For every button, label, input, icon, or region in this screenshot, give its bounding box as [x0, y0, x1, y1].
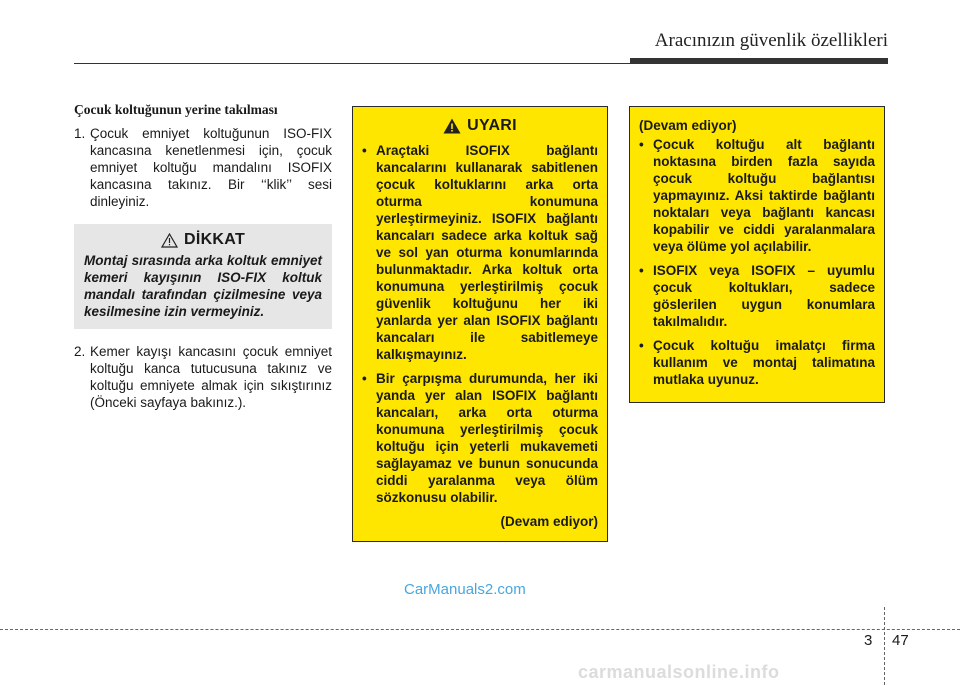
site-watermark-link[interactable]: CarManuals2.com	[404, 581, 526, 598]
section-heading: Çocuk koltuğunun yerine takılması	[74, 102, 278, 117]
caution-box	[74, 224, 332, 329]
page-number: 47	[892, 632, 909, 649]
step-2-number: 2.	[74, 344, 86, 359]
step-1	[74, 125, 332, 210]
continued-bullet-2: • ISOFIX veya ISOFIX – uyumlu çocuk koltukları, sadece göslerilen uygun konumlara takılmalıdır.	[639, 262, 875, 330]
caution-header	[84, 231, 322, 249]
warning-bullet-1: • Araçtaki ISOFIX bağlantı kancalarını kullanarak sabitlenen çocuk koltuklarını arka orta oturma konumuna yerleştirmeyiniz. ISOFIX bağlantı kancaları sadece arka koltuk sağ ve sol yan oturma konumlarında bulunmaktadır. Arka koltuk orta konumuna yerleştirilmiş çocuk güvenlik koltuğunu her iki yanlarda yer alan ISOFIX bağlantı kancaları ile sabitlemeye kalkışmayınız.	[362, 142, 598, 363]
footer-vertical-divider	[884, 607, 885, 685]
warning-triangle-icon	[443, 118, 461, 134]
warning-continued-box	[629, 106, 885, 403]
warning-bullet-2: • Bir çarpışma durumunda, her iki yanda yer alan ISOFIX bağlantı kancaları, arka orta oturma konumuna yerleştirilmiş çocuk koltuğu için yeterli mukavemeti sağlayamaz ve bunun sonucunda ciddi yaralanma veya ölüm sözkonusu olabilir.	[362, 370, 598, 506]
step-1-number: 1.	[74, 126, 86, 141]
step-2	[74, 343, 332, 411]
warning-continued-label: (Devam ediyor)	[500, 514, 598, 529]
step-1-text: Çocuk emniyet koltuğunun ISO-FIX kancasına kenetlenmesi için, çocuk emniyet koltuğu mandalını ISOFIX kancasına takınız. Bir ‘‘klik’’ sesi dinleyiniz.	[90, 126, 332, 209]
warning-header	[362, 117, 598, 134]
caution-title: DİKKAT	[183, 231, 246, 248]
header-rule-thin	[74, 63, 630, 64]
bottom-watermark: carmanualsonline.info	[578, 662, 780, 682]
caution-body: Montaj sırasında arka koltuk emniyet kemeri kayışının ISO-FIX koltuk mandalı tarafından çizilmesine veya kesilmesine izin vermeyiniz.	[84, 253, 322, 319]
warning-title: UYARI	[467, 117, 517, 134]
chapter-number: 3	[864, 632, 873, 649]
footer-divider	[0, 629, 960, 630]
caution-triangle-icon	[161, 233, 178, 248]
continued-bullet-1: • Çocuk koltuğu alt bağlantı noktasına birden fazla sayıda çocuk koltuğu bağlantısı yapmayınız. Aksi taktirde bağlantı noktaları veya bağlantı kancası kopabilir ve ciddi yaralanmalara veya ölüme yol açılabilir.	[639, 136, 875, 255]
step-2-text: Kemer kayışı kancasını çocuk emniyet koltuğu kanca tutucusuna takınız ve koltuğu emniyete almak için sıkıştırınız (Önceki sayfaya bakınız.).	[90, 344, 332, 410]
continued-bullet-3: • Çocuk koltuğu imalatçı firma kullanım ve montaj talimatına mutlaka uyunuz.	[639, 337, 875, 388]
left-column	[74, 102, 332, 411]
running-header-title: Aracınızın güvenlik özellikleri	[654, 30, 888, 51]
continued-label: (Devam ediyor)	[639, 118, 737, 133]
warning-box	[352, 106, 608, 542]
header-rule-thick	[630, 58, 888, 64]
